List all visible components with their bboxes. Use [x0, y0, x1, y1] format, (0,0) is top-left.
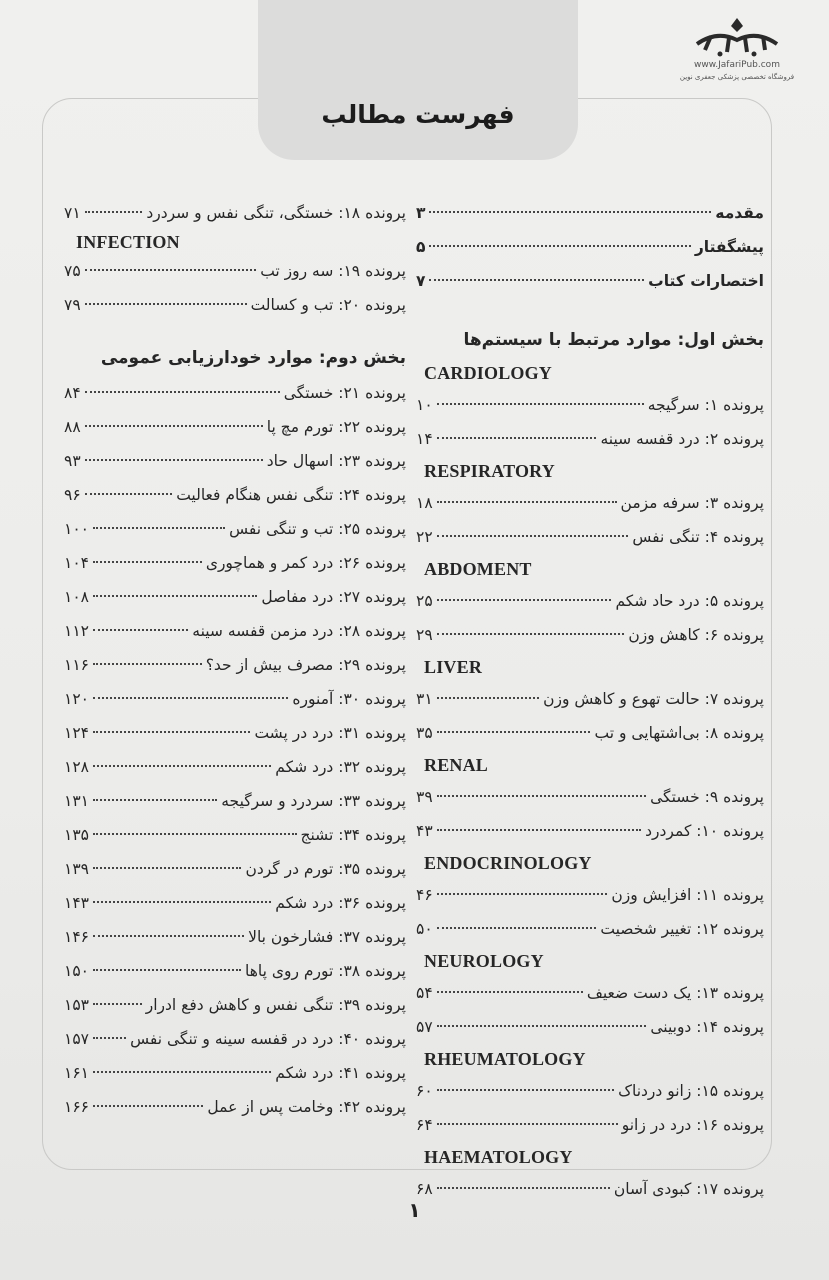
case-entry	[64, 410, 406, 444]
toc-entry-page: ۱۳۵	[64, 826, 89, 844]
case-entry	[64, 954, 406, 988]
specialty-heading: RESPIRATORY	[424, 461, 555, 481]
toc-entry-page: ۲۲	[416, 528, 433, 546]
toc-entry-title: پرونده ۳۱: درد در پشت	[254, 724, 406, 742]
toc-entry-page: ۱۵۷	[64, 1030, 89, 1048]
toc-entry-title: پرونده ۱۱: افزایش وزن	[611, 886, 764, 904]
toc-entry-title: پرونده ۱۰: کمردرد	[645, 822, 764, 840]
toc-entry-page: ۷۹	[64, 296, 81, 314]
case-entry	[64, 818, 406, 852]
toc-entry-title: پرونده ۲۹: مصرف بیش از حد؟	[205, 656, 406, 674]
publisher-tagline: فروشگاه تخصصی پزشکی جعفری نوین	[679, 73, 795, 81]
toc-entry-title: پرونده ۱۸: خستگی، تنگی نفس و سردرد	[146, 204, 406, 222]
case-entry	[416, 780, 764, 814]
toc-entry-title: پرونده ۱۴: دوبینی	[650, 1018, 764, 1036]
toc-entry-page: ۱۴	[416, 430, 433, 448]
toc-entry-title: پرونده ۱۷: کبودی آسان	[613, 1180, 764, 1198]
dot-leader	[437, 697, 539, 699]
toc-entry-page: ۸۸	[64, 418, 81, 436]
page-number: ۱	[408, 1198, 421, 1222]
dot-leader	[437, 829, 641, 831]
case-entry	[416, 1010, 764, 1044]
case-entry	[416, 388, 764, 422]
toc-entry-page: ۱۴۶	[64, 928, 89, 946]
dot-leader	[93, 561, 202, 563]
case-entry	[64, 1022, 406, 1056]
toc-entry-page: ۳۹	[416, 788, 433, 806]
case-entry	[416, 976, 764, 1010]
case-entry	[416, 520, 764, 554]
toc-entry-page: ۱۵۰	[64, 962, 89, 980]
dot-leader	[437, 991, 583, 993]
toc-entry-title: پرونده ۳۲: درد شکم	[275, 758, 406, 776]
dot-leader	[437, 633, 625, 635]
case-entry	[64, 254, 406, 288]
toc-entry-page: ۳۱	[416, 690, 433, 708]
toc-entry-page: ۵۰	[416, 920, 433, 938]
toc-entry-title: پرونده ۲۱: خستگی	[283, 384, 406, 402]
dot-leader	[93, 595, 257, 597]
dot-leader	[93, 901, 271, 903]
case-entry	[64, 920, 406, 954]
toc-entry-page: ۹۳	[64, 452, 81, 470]
toc-entry-page: ۱۰۰	[64, 520, 89, 538]
part-one-title: بخش اول: موارد مرتبط با سیستم‌ها	[463, 330, 764, 350]
toc-entry-title: پرونده ۹: خستگی	[650, 788, 764, 806]
toc-entry-page: ۷۵	[64, 262, 81, 280]
dot-leader	[93, 1071, 271, 1073]
toc-entry-page: ۶۴	[416, 1116, 433, 1134]
case-entry	[64, 478, 406, 512]
toc-entry-title: پرونده ۱۹: سه روز تب	[260, 262, 406, 280]
toc-entry-title: پرونده ۲۴: تنگی نفس هنگام فعالیت	[176, 486, 406, 504]
case-entry	[416, 682, 764, 716]
toc-entry-page: ۱۲۰	[64, 690, 89, 708]
case-entry	[64, 886, 406, 920]
dot-leader	[85, 425, 263, 427]
toc-entry-page: ۱۳۹	[64, 860, 89, 878]
toc-entry-title: پرونده ۸: بی‌اشتهایی و تب	[594, 724, 764, 742]
toc-entry-page: ۳	[416, 204, 426, 222]
specialty-heading: NEUROLOGY	[424, 951, 544, 971]
case-entry	[64, 1056, 406, 1090]
dot-leader	[437, 437, 597, 439]
dot-leader	[437, 1187, 610, 1189]
dot-leader	[93, 969, 241, 971]
dot-leader	[429, 245, 690, 247]
dot-leader	[93, 1037, 126, 1039]
toc-entry-title: پرونده ۴: تنگی نفس	[632, 528, 764, 546]
case-entry	[416, 878, 764, 912]
title-tab	[258, 0, 578, 160]
toc-entry-title: پرونده ۳۶: درد شکم	[275, 894, 406, 912]
publisher-logo-icon	[677, 14, 797, 58]
case-entry	[64, 682, 406, 716]
toc-entry-page: ۵	[416, 238, 426, 256]
toc-entry-page: ۱۲۴	[64, 724, 89, 742]
toc-entry-page: ۲۵	[416, 592, 433, 610]
toc-entry-page: ۱۳۱	[64, 792, 89, 810]
dot-leader	[93, 527, 225, 529]
dot-leader	[437, 927, 597, 929]
toc-entry-page: ۴۳	[416, 822, 433, 840]
toc-entry-title: مقدمه	[715, 204, 764, 222]
toc-entry-title: پرونده ۳۴: تشنج	[300, 826, 406, 844]
dot-leader	[85, 459, 263, 461]
toc-entry-title: پرونده ۲۳: اسهال حاد	[266, 452, 406, 470]
dot-leader	[437, 1123, 618, 1125]
case-entry	[64, 288, 406, 322]
dot-leader	[437, 795, 646, 797]
specialty-heading: ABDOMENT	[424, 559, 532, 579]
toc-entry-page: ۱۰۴	[64, 554, 89, 572]
toc-entry-title: پرونده ۳۵: تورم در گردن	[245, 860, 406, 878]
toc-entry-page: ۱۰۸	[64, 588, 89, 606]
toc-entry-title: پیشگفتار	[694, 238, 764, 256]
specialty-heading: HAEMATOLOGY	[424, 1147, 573, 1167]
specialty-heading: LIVER	[424, 657, 483, 677]
toc-entry-title: پرونده ۲: درد قفسه سینه	[600, 430, 764, 448]
toc-entry-page: ۱۸	[416, 494, 433, 512]
dot-leader	[93, 765, 271, 767]
part-two-title: بخش دوم: موارد خودارزیابی عمومی	[100, 348, 406, 368]
dot-leader	[437, 1025, 647, 1027]
toc-entry-title: پرونده ۳: سرفه مزمن	[620, 494, 764, 512]
toc-entry-page: ۵۴	[416, 984, 433, 1002]
specialty-heading: CARDIOLOGY	[424, 363, 553, 383]
dot-leader	[437, 599, 612, 601]
right-column	[416, 196, 764, 1206]
dot-leader	[93, 697, 288, 699]
dot-leader	[437, 893, 608, 895]
toc-entry-title: پرونده ۴۰: درد در قفسه سینه و تنگی نفس	[130, 1030, 406, 1048]
dot-leader	[93, 731, 250, 733]
toc-entry-page: ۱۶۶	[64, 1098, 89, 1116]
dot-leader	[85, 391, 280, 393]
toc-entry-page: ۴۶	[416, 886, 433, 904]
toc-entry-page: ۶۸	[416, 1180, 433, 1198]
specialty-heading: RHEUMATOLOGY	[424, 1049, 586, 1069]
case-entry	[416, 912, 764, 946]
case-entry	[64, 852, 406, 886]
toc-entry-title: پرونده ۱۲: تغییر شخصیت	[600, 920, 764, 938]
dot-leader	[437, 535, 629, 537]
dot-leader	[85, 303, 247, 305]
dot-leader	[93, 1105, 203, 1107]
toc-entry-page: ۷۱	[64, 204, 81, 222]
toc-entry-title: پرونده ۴۱: درد شکم	[275, 1064, 406, 1082]
toc-entry-title: پرونده ۱۳: یک دست ضعیف	[586, 984, 764, 1002]
case-entry	[64, 444, 406, 478]
toc-entry-title: پرونده ۱۵: زانو دردناک	[618, 1082, 764, 1100]
toc-entry-page: ۶۰	[416, 1082, 433, 1100]
dot-leader	[85, 211, 143, 213]
case-entry	[64, 988, 406, 1022]
dot-leader	[93, 833, 297, 835]
case-entry	[64, 196, 406, 230]
front-matter-entry	[416, 230, 764, 264]
dot-leader	[437, 1089, 614, 1091]
toc-entry-page: ۵۷	[416, 1018, 433, 1036]
specialty-heading: RENAL	[424, 755, 489, 775]
front-matter-entry	[416, 264, 764, 298]
toc-entry-page: ۱۱۲	[64, 622, 89, 640]
dot-leader	[437, 501, 617, 503]
dot-leader	[429, 279, 644, 281]
toc-entry-title: اختصارات کتاب	[648, 272, 764, 290]
toc-entry-title: پرونده ۳۸: تورم روی پاها	[245, 962, 406, 980]
dot-leader	[437, 403, 644, 405]
dot-leader	[429, 211, 711, 213]
dot-leader	[93, 935, 244, 937]
dot-leader	[437, 731, 591, 733]
dot-leader	[93, 629, 188, 631]
left-column	[64, 196, 406, 1124]
dot-leader	[85, 269, 257, 271]
case-entry	[416, 618, 764, 652]
page-title: فهرست مطالب	[321, 100, 515, 129]
case-entry	[64, 648, 406, 682]
case-entry	[416, 716, 764, 750]
front-matter-entry	[416, 196, 764, 230]
case-entry	[64, 580, 406, 614]
case-entry	[416, 584, 764, 618]
toc-entry-title: پرونده ۳۹: تنگی نفس و کاهش دفع ادرار	[145, 996, 406, 1014]
case-entry	[64, 546, 406, 580]
toc-entry-title: پرونده ۲۵: تب و تنگی نفس	[229, 520, 406, 538]
specialty-heading: ENDOCRINOLOGY	[424, 853, 592, 873]
toc-entry-title: پرونده ۱۶: درد در زانو	[621, 1116, 764, 1134]
dot-leader	[93, 867, 241, 869]
toc-entry-title: پرونده ۲۰: تب و کسالت	[250, 296, 406, 314]
toc-entry-page: ۱۱۶	[64, 656, 89, 674]
publisher-website: www.JafariPub.com	[694, 60, 780, 70]
toc-entry-page: ۱۵۳	[64, 996, 89, 1014]
case-entry	[416, 814, 764, 848]
spacer	[416, 298, 764, 318]
case-entry	[416, 1108, 764, 1142]
toc-entry-title: پرونده ۳۷: فشارخون بالا	[248, 928, 406, 946]
specialty-heading: INFECTION	[76, 232, 180, 252]
toc-entry-title: پرونده ۱: سرگیجه	[647, 396, 764, 414]
toc-entry-page: ۲۹	[416, 626, 433, 644]
toc-entry-title: پرونده ۲۷: درد مفاصل	[261, 588, 406, 606]
dot-leader	[93, 1003, 142, 1005]
case-entry	[64, 512, 406, 546]
case-entry	[64, 614, 406, 648]
toc-entry-page: ۱۶۱	[64, 1064, 89, 1082]
toc-entry-title: پرونده ۶: کاهش وزن	[628, 626, 764, 644]
publisher-logo	[662, 14, 812, 104]
case-entry	[64, 1090, 406, 1124]
toc-entry-page: ۱۲۸	[64, 758, 89, 776]
toc-entry-title: پرونده ۲۲: تورم مچ پا	[266, 418, 406, 436]
toc-entry-title: پرونده ۴۲: وخامت پس از عمل	[207, 1098, 406, 1116]
dot-leader	[93, 799, 217, 801]
case-entry	[416, 1074, 764, 1108]
spacer	[64, 322, 406, 336]
toc-entry-page: ۸۴	[64, 384, 81, 402]
toc-entry-title: پرونده ۵: درد حاد شکم	[615, 592, 764, 610]
toc-entry-page: ۱۴۳	[64, 894, 89, 912]
case-entry	[64, 784, 406, 818]
toc-entry-page: ۹۶	[64, 486, 81, 504]
case-entry	[416, 486, 764, 520]
toc-entry-page: ۱۰	[416, 396, 433, 414]
toc-entry-page: ۳۵	[416, 724, 433, 742]
dot-leader	[93, 663, 202, 665]
case-entry	[416, 422, 764, 456]
toc-entry-title: پرونده ۳۰: آمنوره	[292, 690, 406, 708]
dot-leader	[85, 493, 173, 495]
toc-entry-title: پرونده ۳۳: سردرد و سرگیجه	[221, 792, 406, 810]
toc-entry-title: پرونده ۲۸: درد مزمن قفسه سینه	[192, 622, 406, 640]
toc-entry-page: ۷	[416, 272, 426, 290]
case-entry	[64, 716, 406, 750]
case-entry	[64, 376, 406, 410]
toc-entry-title: پرونده ۷: حالت تهوع و کاهش وزن	[543, 690, 764, 708]
toc-entry-title: پرونده ۲۶: درد کمر و هماچوری	[205, 554, 406, 572]
case-entry	[64, 750, 406, 784]
